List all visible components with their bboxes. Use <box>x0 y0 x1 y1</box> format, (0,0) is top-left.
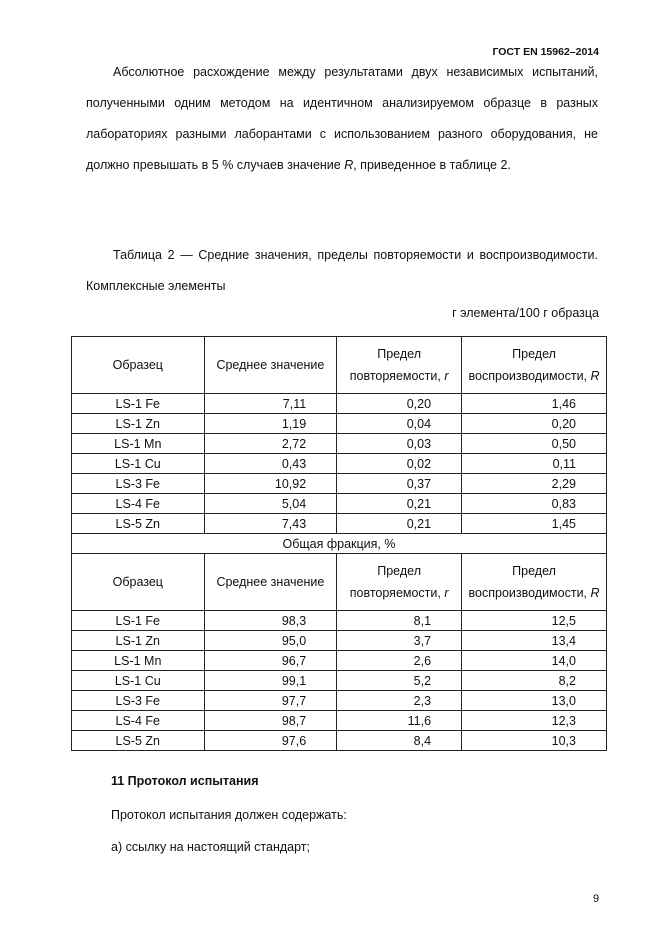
cell-reproducibility: 2,29 <box>462 474 607 494</box>
cell-repeatability: 8,4 <box>337 731 462 751</box>
cell-repeatability: 2,6 <box>337 651 462 671</box>
cell-sample: LS-1 Zn <box>72 414 205 434</box>
cell-repeatability: 3,7 <box>337 631 462 651</box>
cell-mean: 99,1 <box>204 671 337 691</box>
cell-reproducibility: 14,0 <box>462 651 607 671</box>
cell-sample: LS-5 Zn <box>72 731 205 751</box>
list-item-a: а) ссылку на настоящий стандарт; <box>111 840 310 854</box>
table-row <box>72 414 607 434</box>
header-reproducibility: Предел воспроизводимости, R <box>462 554 607 611</box>
cell-sample: LS-4 Fe <box>72 494 205 514</box>
cell-reproducibility: 0,83 <box>462 494 607 514</box>
table-row <box>72 671 607 691</box>
header-sample: Образец <box>72 554 205 611</box>
table-row <box>72 494 607 514</box>
cell-sample: LS-1 Mn <box>72 651 205 671</box>
cell-repeatability: 0,04 <box>337 414 462 434</box>
cell-reproducibility: 10,3 <box>462 731 607 751</box>
cell-reproducibility: 12,3 <box>462 711 607 731</box>
header-repeatability: Предел повторяемости, r <box>337 554 462 611</box>
cell-mean: 0,43 <box>204 454 337 474</box>
cell-mean: 7,11 <box>204 394 337 414</box>
intro-paragraph: Абсолютное расхождение между результатами двух независимых испытаний, полученными одним методом на идентичном анализируемом образце в разных лабораториях разными лаборантами с использованием разного оборудования, не должно превышать в 5 % случаев значение R, приведенное в таблице 2. <box>86 65 598 172</box>
cell-mean: 1,19 <box>204 414 337 434</box>
cell-sample: LS-5 Zn <box>72 514 205 534</box>
cell-mean: 97,6 <box>204 731 337 751</box>
table-row <box>72 711 607 731</box>
cell-sample: LS-1 Fe <box>72 394 205 414</box>
cell-sample: LS-1 Zn <box>72 631 205 651</box>
section-text: Протокол испытания должен содержать: <box>111 808 347 822</box>
header-sample: Образец <box>72 337 205 394</box>
section-title-cell: Общая фракция, % <box>72 534 607 554</box>
table-row <box>72 631 607 651</box>
table-row <box>72 454 607 474</box>
cell-reproducibility: 8,2 <box>462 671 607 691</box>
cell-reproducibility: 0,20 <box>462 414 607 434</box>
header-mean: Среднее значение <box>204 337 337 394</box>
cell-mean: 98,3 <box>204 611 337 631</box>
table-row <box>72 514 607 534</box>
cell-repeatability: 11,6 <box>337 711 462 731</box>
cell-mean: 5,04 <box>204 494 337 514</box>
cell-sample: LS-1 Cu <box>72 671 205 691</box>
header-reproducibility: Предел воспроизводимости, R <box>462 337 607 394</box>
cell-sample: LS-1 Fe <box>72 611 205 631</box>
table-row <box>72 434 607 454</box>
cell-mean: 2,72 <box>204 434 337 454</box>
cell-sample: LS-3 Fe <box>72 691 205 711</box>
cell-repeatability: 0,21 <box>337 514 462 534</box>
cell-repeatability: 0,03 <box>337 434 462 454</box>
cell-reproducibility: 12,5 <box>462 611 607 631</box>
page-number: 9 <box>593 893 600 905</box>
cell-mean: 7,43 <box>204 514 337 534</box>
cell-repeatability: 0,37 <box>337 474 462 494</box>
table-unit: г элемента/100 г образца <box>452 306 599 320</box>
cell-sample: LS-4 Fe <box>72 711 205 731</box>
cell-reproducibility: 0,11 <box>462 454 607 474</box>
cell-sample: LS-3 Fe <box>72 474 205 494</box>
table-row <box>72 474 607 494</box>
header-repeatability: Предел повторяемости, r <box>337 337 462 394</box>
table-caption: Таблица 2 — Средние значения, пределы повторяемости и воспроизводимости. Комплексные элементы <box>86 248 598 293</box>
cell-reproducibility: 1,46 <box>462 394 607 414</box>
table-row <box>72 611 607 631</box>
section-title: 11 Протокол испытания <box>111 774 259 788</box>
table-row <box>72 691 607 711</box>
cell-reproducibility: 1,45 <box>462 514 607 534</box>
cell-repeatability: 8,1 <box>337 611 462 631</box>
results-table <box>71 336 607 751</box>
cell-repeatability: 2,3 <box>337 691 462 711</box>
header-mean: Среднее значение <box>204 554 337 611</box>
document-header: ГОСТ EN 15962–2014 <box>492 46 599 58</box>
cell-repeatability: 0,02 <box>337 454 462 474</box>
cell-mean: 96,7 <box>204 651 337 671</box>
table-row <box>72 394 607 414</box>
cell-reproducibility: 0,50 <box>462 434 607 454</box>
cell-mean: 97,7 <box>204 691 337 711</box>
section-row <box>72 534 607 554</box>
table-header-row <box>72 337 607 394</box>
cell-mean: 10,92 <box>204 474 337 494</box>
cell-repeatability: 0,21 <box>337 494 462 514</box>
cell-reproducibility: 13,0 <box>462 691 607 711</box>
cell-reproducibility: 13,4 <box>462 631 607 651</box>
cell-sample: LS-1 Mn <box>72 434 205 454</box>
table-row <box>72 651 607 671</box>
table-header-row-2 <box>72 554 607 611</box>
cell-mean: 95,0 <box>204 631 337 651</box>
cell-mean: 98,7 <box>204 711 337 731</box>
cell-repeatability: 0,20 <box>337 394 462 414</box>
cell-sample: LS-1 Cu <box>72 454 205 474</box>
cell-repeatability: 5,2 <box>337 671 462 691</box>
table-row <box>72 731 607 751</box>
